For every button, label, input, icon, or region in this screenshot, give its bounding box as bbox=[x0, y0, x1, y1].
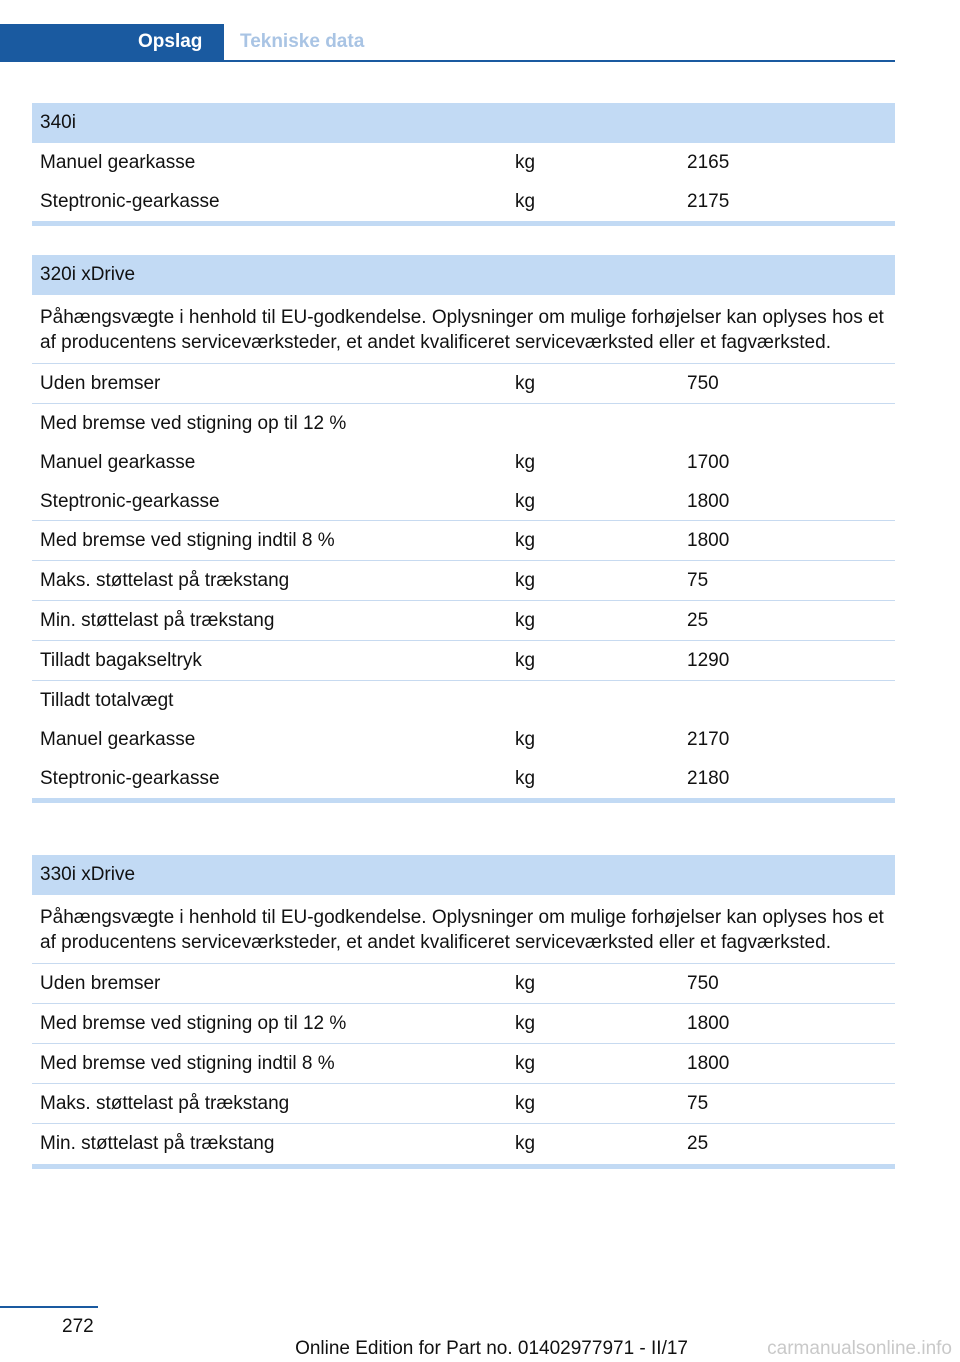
row-label: Steptronic-gearkasse bbox=[40, 768, 220, 789]
row-value: 1290 bbox=[687, 650, 730, 671]
table-note: Påhængsvægte i henhold til EU-godkendelse. Oplysninger om mulige forhøjelser kan oplyses hos et af producentens serviceværksteder, et andet kvalificeret serviceværksted eller et fagværksted. bbox=[32, 895, 895, 964]
row-value: 1800 bbox=[687, 1053, 730, 1074]
row-label: Maks. støttelast på trækstang bbox=[40, 1093, 290, 1114]
row-value: 75 bbox=[687, 1093, 709, 1114]
table-row bbox=[32, 443, 895, 482]
table-row bbox=[32, 1044, 895, 1084]
table-header bbox=[32, 255, 895, 295]
table-row bbox=[32, 1004, 895, 1044]
edition-text: Online Edition for Part no. 01402977971 - II/17 bbox=[295, 1338, 688, 1359]
table-header bbox=[32, 103, 895, 143]
row-value: 1800 bbox=[687, 1013, 730, 1034]
table-row bbox=[32, 482, 895, 521]
row-unit: kg bbox=[515, 570, 536, 591]
table-end-bar bbox=[32, 221, 895, 226]
row-value: 1700 bbox=[687, 452, 730, 473]
table-row bbox=[32, 182, 895, 221]
row-unit: kg bbox=[515, 491, 536, 512]
row-unit: kg bbox=[515, 610, 536, 631]
row-unit: kg bbox=[515, 1013, 536, 1034]
row-unit: kg bbox=[515, 729, 536, 750]
table-330i-xdrive bbox=[32, 855, 895, 1169]
tab-tekniske-data[interactable]: Tekniske data bbox=[240, 31, 365, 52]
table-row bbox=[32, 681, 895, 720]
section-header bbox=[0, 24, 895, 62]
row-unit: kg bbox=[515, 152, 536, 173]
row-unit: kg bbox=[515, 530, 536, 551]
row-label: Med bremse ved stigning op til 12 % bbox=[40, 1013, 347, 1034]
table-end-bar bbox=[32, 1164, 895, 1169]
table-row bbox=[32, 404, 895, 443]
row-label: Min. støttelast på trækstang bbox=[40, 1133, 275, 1154]
row-value: 1800 bbox=[687, 491, 730, 512]
table-title: 320i xDrive bbox=[40, 264, 136, 285]
row-value: 75 bbox=[687, 570, 709, 591]
row-unit: kg bbox=[515, 1053, 536, 1074]
table-row bbox=[32, 1084, 895, 1124]
row-value: 2170 bbox=[687, 729, 730, 750]
row-label: Maks. støttelast på trækstang bbox=[40, 570, 290, 591]
row-value: 2165 bbox=[687, 152, 730, 173]
row-value: 2175 bbox=[687, 191, 730, 212]
row-unit: kg bbox=[515, 1133, 536, 1154]
table-title: 330i xDrive bbox=[40, 864, 136, 885]
row-label: Med bremse ved stigning indtil 8 % bbox=[40, 530, 335, 551]
table-340i bbox=[32, 103, 895, 226]
row-label: Med bremse ved stigning op til 12 % bbox=[40, 413, 347, 434]
table-row bbox=[32, 964, 895, 1004]
row-label: Steptronic-gearkasse bbox=[40, 491, 220, 512]
row-value: 1800 bbox=[687, 530, 730, 551]
row-label: Tilladt totalvægt bbox=[40, 690, 174, 711]
row-unit: kg bbox=[515, 1093, 536, 1114]
row-value: 750 bbox=[687, 973, 719, 994]
tab-opslag[interactable]: Opslag bbox=[138, 31, 203, 52]
row-value: 2180 bbox=[687, 768, 730, 789]
table-row bbox=[32, 521, 895, 561]
table-320i-xdrive bbox=[32, 255, 895, 803]
row-label: Manuel gearkasse bbox=[40, 729, 196, 750]
row-value: 750 bbox=[687, 373, 719, 394]
row-label: Med bremse ved stigning indtil 8 % bbox=[40, 1053, 335, 1074]
table-row bbox=[32, 364, 895, 404]
table-end-bar bbox=[32, 798, 895, 803]
row-unit: kg bbox=[515, 452, 536, 473]
table-row bbox=[32, 143, 895, 182]
table-row bbox=[32, 601, 895, 641]
row-label: Steptronic-gearkasse bbox=[40, 191, 220, 212]
watermark: carmanualsonline.info bbox=[767, 1338, 952, 1359]
row-value: 25 bbox=[687, 610, 709, 631]
table-row bbox=[32, 720, 895, 759]
table-note: Påhængsvægte i henhold til EU-godkendelse. Oplysninger om mulige forhøjelser kan oplyses hos et af producentens serviceværksteder, et andet kvalificeret serviceværksted eller et fagværksted. bbox=[32, 295, 895, 364]
table-row bbox=[32, 561, 895, 601]
table-title: 340i bbox=[40, 112, 76, 133]
footer-accent-line bbox=[0, 1306, 98, 1308]
table-row bbox=[32, 1124, 895, 1164]
row-label: Manuel gearkasse bbox=[40, 152, 196, 173]
row-label: Min. støttelast på trækstang bbox=[40, 610, 275, 631]
row-unit: kg bbox=[515, 768, 536, 789]
row-unit: kg bbox=[515, 191, 536, 212]
row-label: Tilladt bagakseltryk bbox=[40, 650, 202, 671]
row-label: Uden bremser bbox=[40, 973, 161, 994]
table-row bbox=[32, 641, 895, 681]
page-number: 272 bbox=[62, 1316, 94, 1337]
row-label: Uden bremser bbox=[40, 373, 161, 394]
table-row bbox=[32, 759, 895, 798]
row-unit: kg bbox=[515, 973, 536, 994]
table-header bbox=[32, 855, 895, 895]
row-unit: kg bbox=[515, 373, 536, 394]
row-unit: kg bbox=[515, 650, 536, 671]
row-value: 25 bbox=[687, 1133, 709, 1154]
row-label: Manuel gearkasse bbox=[40, 452, 196, 473]
